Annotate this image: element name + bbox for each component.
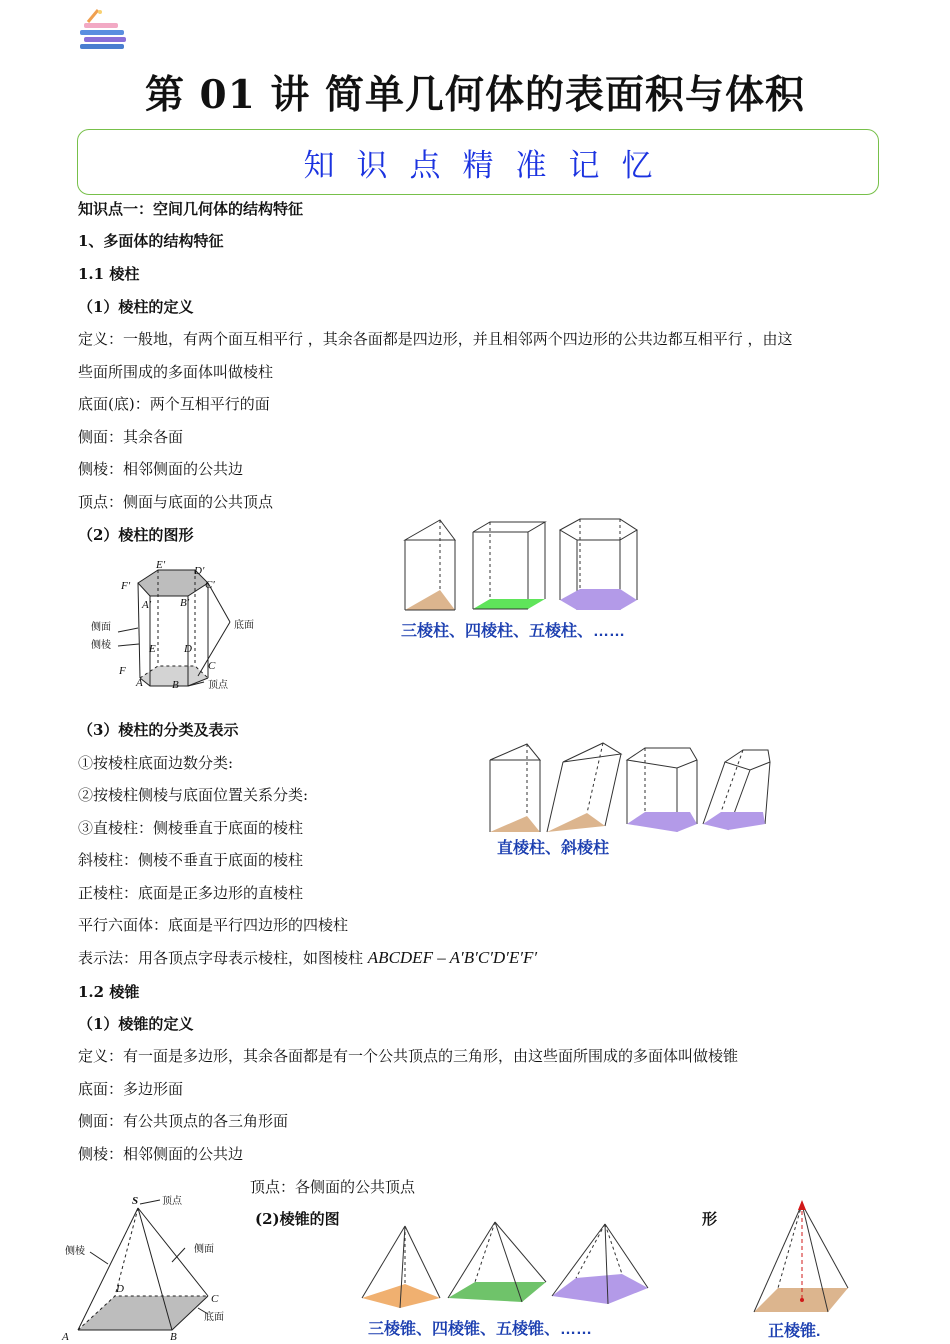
section-heading: 1、多面体的结构特征 xyxy=(78,232,224,250)
hexagonal-prism-figure xyxy=(88,558,268,693)
pyramid-definition-text: 定义：有一面是多边形，其余各面都是有一个公共顶点的三角形，由这些面所围成的多面体叫做棱锥 xyxy=(78,1047,739,1065)
pyramid-lateral-edge-text: 侧棱：相邻侧面的公共边 xyxy=(78,1145,244,1163)
definition-text: 定义：一般地，有两个面互相平行 ，其余各面都是四边形，并且相邻两个四边形的公共边都互相平行 ，由这 xyxy=(78,330,793,348)
base-text: 底面(底)：两个互相平行的面 xyxy=(78,395,270,413)
lateral-edge-text: 侧棱：相邻侧面的公共边 xyxy=(78,460,244,478)
vertex-label: C′ xyxy=(205,579,215,591)
vertex-label: D xyxy=(116,1283,124,1295)
side-face-label: 侧面 xyxy=(91,622,111,633)
prism-notation: ABCDEF – A′B′C′D′E′F′ xyxy=(367,948,538,967)
item-heading: （1）棱柱的定义 xyxy=(78,298,194,316)
right-oblique-prisms-figure xyxy=(485,738,785,860)
pyramid-vertex-text: 顶点：各侧面的公共顶点 xyxy=(250,1178,416,1196)
side-face-label: 侧面 xyxy=(194,1244,214,1255)
base-label: 底面 xyxy=(204,1312,224,1323)
pyramid-side-face-text: 侧面：有公共顶点的各三角形面 xyxy=(78,1112,289,1130)
lateral-edge-label: 侧棱 xyxy=(65,1246,85,1257)
pyramid-types-caption: 三棱锥、四棱锥、五棱锥、…… xyxy=(368,1321,593,1338)
prism-types-figure xyxy=(395,512,655,644)
vertex-label: A′ xyxy=(142,599,152,611)
lateral-edge-label: 侧棱 xyxy=(91,640,111,651)
vertex-label: E xyxy=(149,643,156,655)
classification-text: ②按棱柱侧棱与底面位置关系分类: xyxy=(78,786,309,804)
subsection-heading: 1.1 棱柱 xyxy=(78,265,140,283)
labeled-pyramid-figure xyxy=(60,1190,240,1344)
vertex-label: C xyxy=(208,660,216,672)
vertex-label: E′ xyxy=(156,559,166,571)
vertex-label-text: 顶点 xyxy=(208,680,228,691)
vertex-label: A xyxy=(136,677,143,689)
prism-types-caption: 三棱柱、四棱柱、五棱柱、…… xyxy=(401,623,626,640)
vertex-label: F xyxy=(119,665,126,677)
banner-text: 知识点精准记忆 xyxy=(303,147,675,184)
vertex-label: D xyxy=(184,643,192,655)
classification-text: ①按棱柱底面边数分类: xyxy=(78,754,234,772)
regular-pyramid-caption: 正棱锥. xyxy=(768,1323,821,1340)
vertex-text: 顶点：侧面与底面的公共顶点 xyxy=(78,493,274,511)
page-title: 第 01 讲 简单几何体的表面积与体积 xyxy=(144,72,805,118)
vertex-label: S xyxy=(132,1195,139,1207)
oblique-prism-text: 斜棱柱：侧棱不垂直于底面的棱柱 xyxy=(78,851,304,869)
parallelepiped-text: 平行六面体：底面是平行四边形的四棱柱 xyxy=(78,916,349,934)
notation-text: 表示法：用各顶点字母表示棱柱，如图棱柱 ABCDEF – A′B′C′D′E′F′ xyxy=(78,948,538,967)
item-heading: （3）棱柱的分类及表示 xyxy=(78,721,239,739)
regular-prism-text: 正棱柱：底面是正多边形的直棱柱 xyxy=(78,884,304,902)
vertex-label: A xyxy=(62,1331,69,1343)
vertex-label: C xyxy=(211,1293,219,1305)
pyramid-base-text: 底面：多边形面 xyxy=(78,1080,184,1098)
vertex-label: F′ xyxy=(121,580,131,592)
definition-text-cont: 些面所围成的多面体叫做棱柱 xyxy=(78,363,274,381)
vertex-label: D′ xyxy=(194,565,205,577)
logo-books-icon xyxy=(78,8,130,52)
side-face-text: 侧面：其余各面 xyxy=(78,428,184,446)
right-oblique-caption: 直棱柱、斜棱柱 xyxy=(497,840,610,857)
pyramid-types-figure xyxy=(360,1218,650,1344)
apex-label: 顶点 xyxy=(162,1196,182,1207)
subsection-heading: 1.2 棱锥 xyxy=(78,983,140,1001)
item-heading-tail: 形 xyxy=(702,1210,718,1228)
base-label: 底面 xyxy=(234,620,254,631)
knowledge-point-heading: 知识点一：空间几何体的结构特征 xyxy=(78,200,304,218)
vertex-label: B xyxy=(170,1331,177,1343)
right-prism-text: ③直棱柱：侧棱垂直于底面的棱柱 xyxy=(78,819,304,837)
item-heading: （2）棱柱的图形 xyxy=(78,526,194,544)
item-heading: (2)棱锥的图 xyxy=(255,1210,340,1228)
vertex-label: B xyxy=(172,679,179,691)
vertex-label: B′ xyxy=(180,597,190,609)
section-banner xyxy=(77,129,879,195)
item-heading: （1）棱锥的定义 xyxy=(78,1015,194,1033)
regular-pyramid-figure xyxy=(748,1196,858,1342)
